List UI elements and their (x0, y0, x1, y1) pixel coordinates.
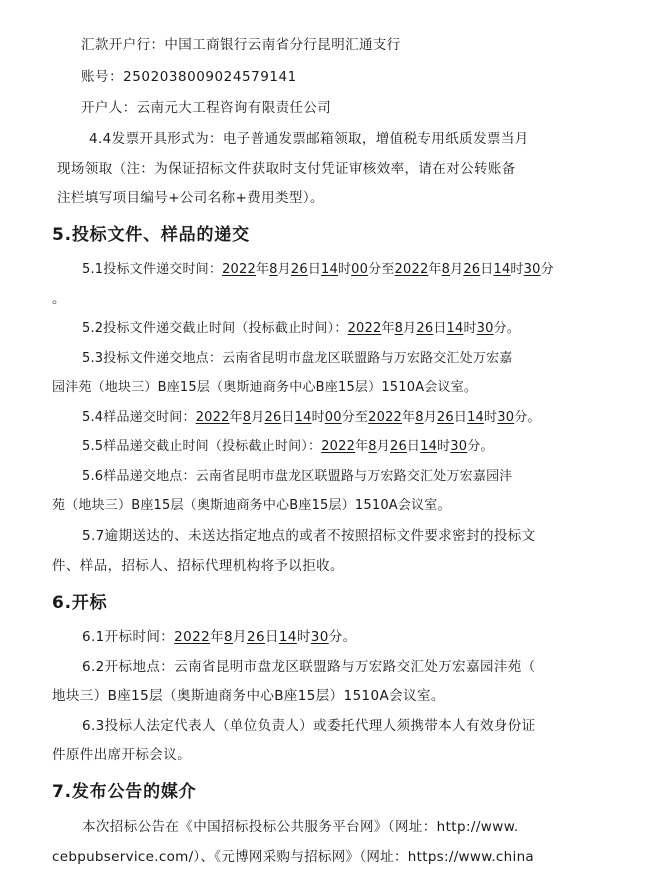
account-holder-line: 开户人：云南元大工程咨询有限责任公司 (81, 100, 332, 116)
item-6-3-line-2: 件原件出席开标会议。 (52, 747, 191, 763)
item-6-2-line-2: 地块三）B座15层（奥斯迪商务中心B座15层）1510A会议室。 (52, 688, 445, 704)
item-5-2: 5.2投标文件递交截止时间（投标截止时间）：2022年8月26日14时30分。 (82, 321, 521, 336)
item-5-1: 5.1投标文件递交时间：2022年8月26日14时00分至2022年8月26日14时30分 (82, 262, 554, 277)
invoice-line-2: 现场领取（注：为保证招标文件获取时支付凭证审核效率，请在对公转账备 (57, 161, 516, 177)
item-6-1: 6.1开标时间：2022年8月26日14时30分。 (82, 629, 357, 645)
section-6-heading: 6.开标 (52, 593, 108, 613)
section-7-heading: 7.发布公告的媒介 (52, 782, 197, 802)
item-5-1-end: 。 (52, 291, 66, 307)
item-5-7-line-1: 5.7逾期送达的、未送达指定地点的或者不按照招标文件要求密封的投标文 (82, 528, 536, 544)
section-5-heading: 5.投标文件、样品的递交 (52, 225, 250, 245)
item-5-5: 5.5样品递交截止时间（投标截止时间）：2022年8月26日14时30分。 (82, 439, 494, 454)
item-5-7-line-2: 件、样品，招标人、招标代理机构将予以拒收。 (52, 558, 344, 574)
invoice-line-1: 4.4发票开具形式为：电子普通发票邮箱领取，增值税专用纸质发票当月 (89, 131, 529, 147)
item-6-2-line-1: 6.2开标地点：云南省昆明市盘龙区联盟路与万宏路交汇处万宏嘉园沣苑（ (82, 659, 536, 675)
account-number-line: 账号：2502038009024579141 (81, 69, 297, 85)
item-5-4: 5.4样品递交时间：2022年8月26日14时00分至2022年8月26日14时30分。 (82, 410, 541, 425)
media-line-1: 本次招标公告在《中国招标投标公共服务平台网》（网址：http://www. (82, 819, 519, 835)
item-5-3-line-1: 5.3投标文件递交地点：云南省昆明市盘龙区联盟路与万宏路交汇处万宏嘉 (82, 351, 513, 366)
item-5-6-line-1: 5.6样品递交地点：云南省昆明市盘龙区联盟路与万宏路交汇处万宏嘉园沣 (82, 469, 513, 484)
remit-bank-line: 汇款开户行：中国工商银行云南省分行昆明汇通支行 (81, 37, 401, 53)
item-5-6-line-2: 苑（地块三）B座15层（奥斯迪商务中心B座15层）1510A会议室。 (52, 498, 451, 513)
invoice-line-3: 注栏填写项目编号+公司名称+费用类型）。 (57, 190, 324, 206)
media-line-2: cebpubservice.com/）、《元博网采购与招标网》（网址：https://www.china (52, 849, 534, 865)
item-5-3-line-2: 园沣苑（地块三）B座15层（奥斯迪商务中心B座15层）1510A会议室。 (52, 380, 478, 395)
item-6-3-line-1: 6.3投标人法定代表人（单位负责人）或委托代理人须携带本人有效身份证 (82, 718, 536, 734)
